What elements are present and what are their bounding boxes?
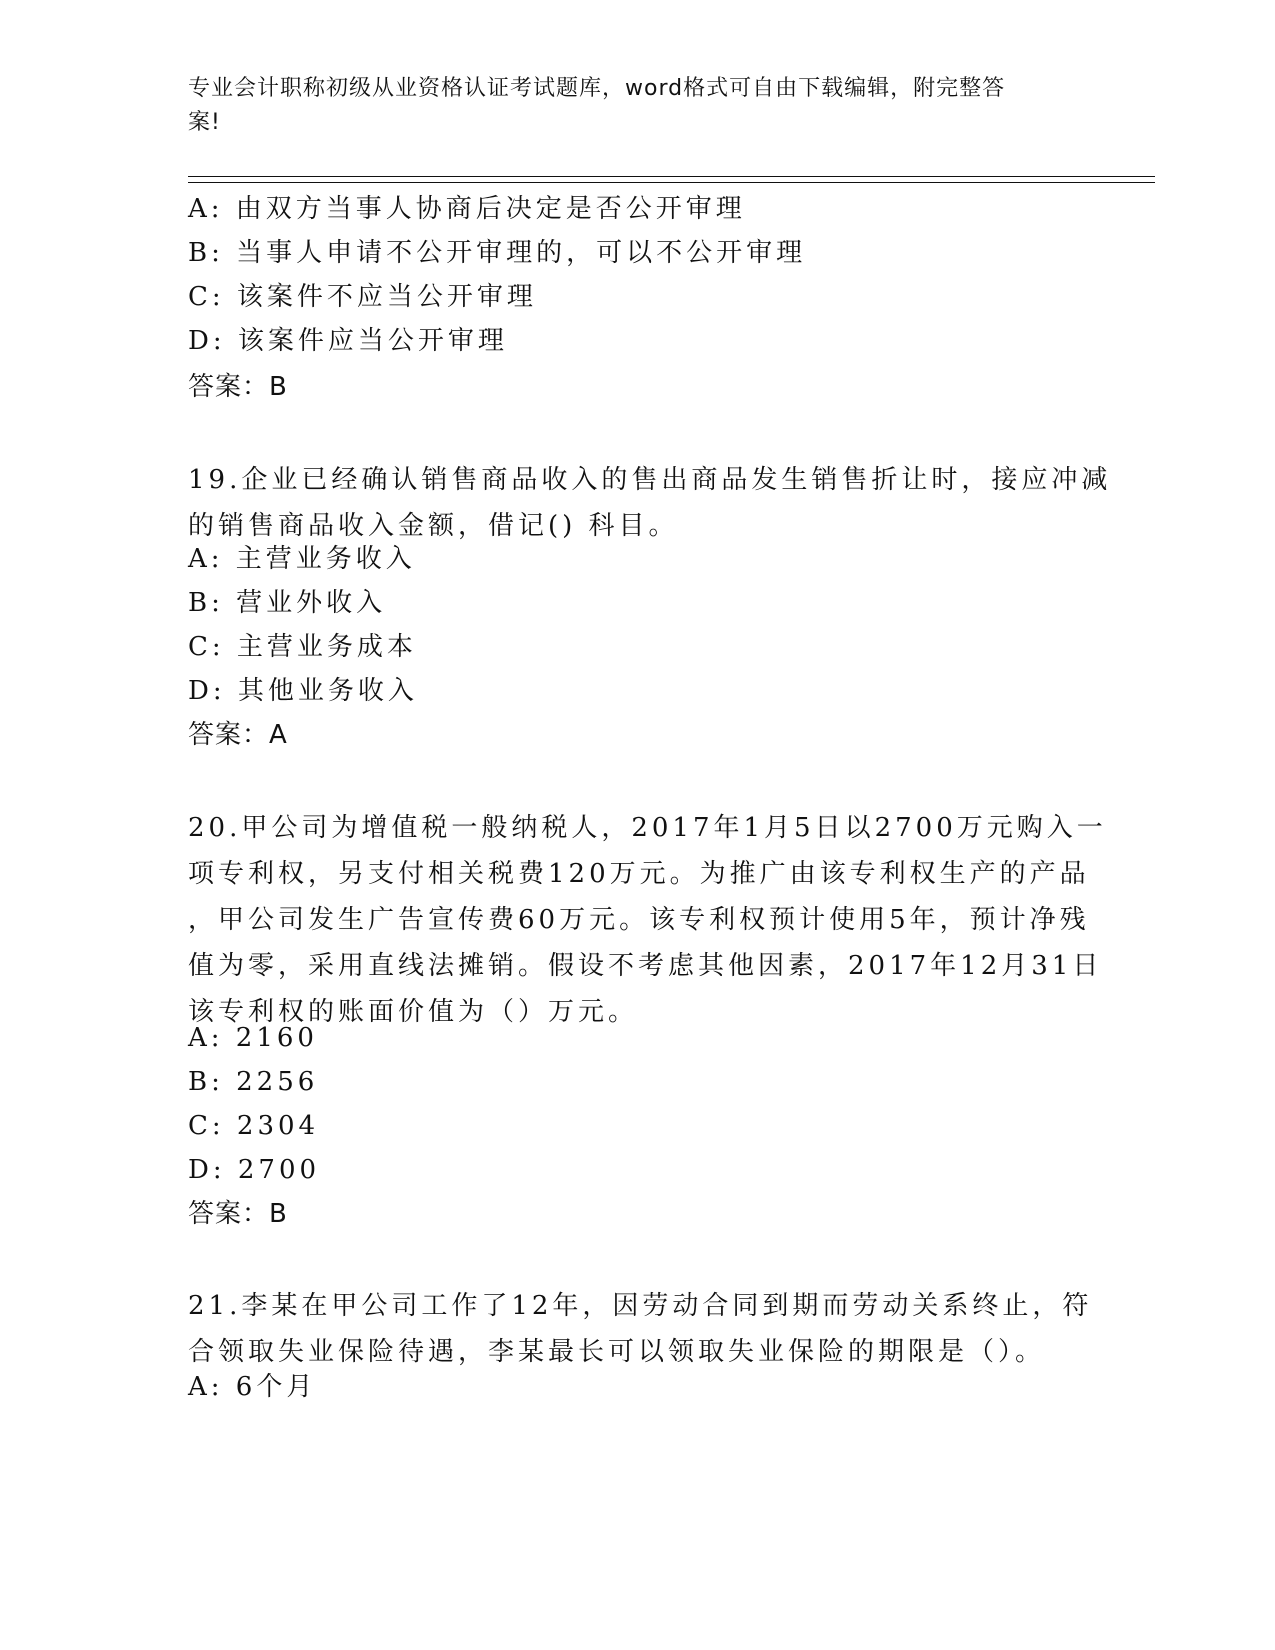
q18-option-a: A: 由双方当事人协商后决定是否公开审理	[188, 194, 746, 224]
q19-option-d: D: 其他业务收入	[188, 676, 418, 706]
q21-stem	[188, 1283, 1093, 1375]
q21-option-a: A: 6个月	[188, 1372, 317, 1402]
q20-option-d: D: 2700	[188, 1155, 321, 1185]
q20-option-c: C: 2304	[188, 1111, 320, 1141]
q19-option-b: B: 营业外收入	[188, 588, 387, 618]
q19-stem-line-1: 19.企业已经确认销售商品收入的售出商品发生销售折让时，接应冲减	[188, 465, 1112, 495]
header-divider-top	[188, 176, 1155, 177]
q18-answer: 答案：B	[188, 372, 288, 402]
header-divider-bottom	[188, 182, 1155, 183]
q20-stem-line-4: 值为零，采用直线法摊销。假设不考虑其他因素，2017年12月31日	[188, 951, 1103, 981]
q21-stem-line-1: 21.李某在甲公司工作了12年，因劳动合同到期而劳动关系终止，符	[188, 1291, 1093, 1321]
q18-option-d: D: 该案件应当公开审理	[188, 326, 508, 356]
q20-option-b: B: 2256	[188, 1067, 319, 1097]
header-note	[188, 72, 1068, 140]
q20-stem-line-1: 20.甲公司为增值税一般纳税人，2017年1月5日以2700万元购入一	[188, 813, 1107, 843]
q20-stem-line-5: 该专利权的账面价值为（）万元。	[188, 997, 639, 1027]
q20-stem-line-2: 项专利权，另支付相关税费120万元。为推广由该专利权生产的产品	[188, 859, 1090, 889]
header-note-line-1: 专业会计职称初级从业资格认证考试题库，word格式可自由下载编辑，附完整答	[188, 76, 1006, 101]
q19-option-a: A: 主营业务收入	[188, 544, 416, 574]
q18-option-b: B: 当事人申请不公开审理的，可以不公开审理	[188, 238, 807, 268]
q20-stem	[188, 805, 1107, 1035]
q20-stem-line-3: ，甲公司发生广告宣传费60万元。该专利权预计使用5年，预计净残	[188, 905, 1090, 935]
q21-stem-line-2: 合领取失业保险待遇，李某最长可以领取失业保险的期限是（）。	[188, 1337, 1046, 1367]
q19-answer: 答案：A	[188, 720, 288, 750]
q20-answer: 答案：B	[188, 1199, 288, 1229]
q19-stem-line-2: 的销售商品收入金额，借记() 科目。	[188, 511, 679, 541]
q20-option-a: A: 2160	[188, 1023, 318, 1053]
q19-option-c: C: 主营业务成本	[188, 632, 417, 662]
header-note-line-2: 案!	[188, 110, 221, 135]
q18-option-c: C: 该案件不应当公开审理	[188, 282, 537, 312]
q19-stem	[188, 457, 1112, 549]
